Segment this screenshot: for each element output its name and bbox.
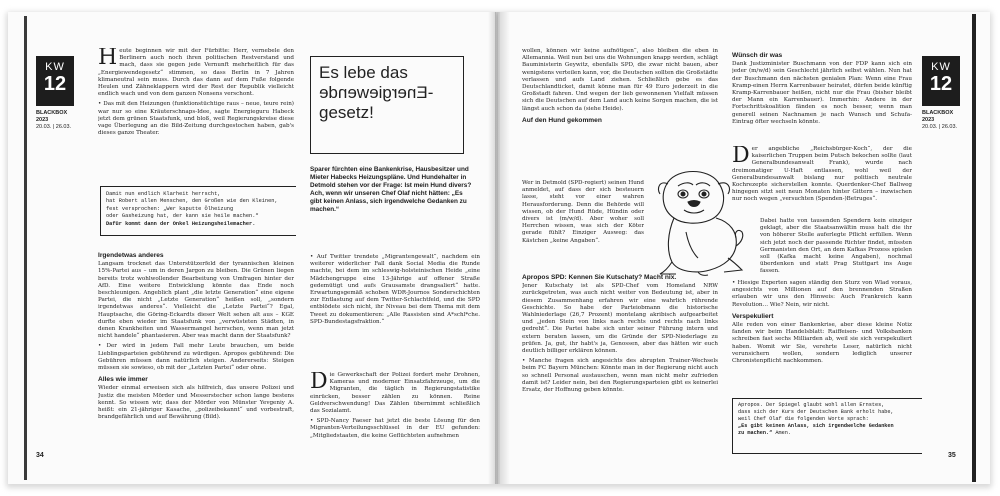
intro-paragraph: Heute beginnen wir mit der Fürbitte: Herr, vernebele den Berlinern auch noch ihren politischen Restverstand und mach, dass sie gegen jede Vernunft mehrheitlich für das „Energiewendegesetz“ stimmen, so dass Berlin in 7 Jahren klimaneutral sein muss. Durch das dann auf dem Fuße folgende Heulen und Zähneklappern wird der Rest der Republik vielleicht endlich wach und von dem ganzen Nonsens verschont. (98, 48, 294, 98)
paragraph: Wieder einmal erweisen sich als hilfreich, das unsere Polizei und Justiz die meisten Mörder und Messerstecher schon lange bestens kennt. So wissen wir, dass der Mörder von Münster Yevgeniy A. heißt: ein 21-jähriger Kasache, „polizeibekannt“ und vorbestraft, brandgefährlich und auf Bewährung (Bild). (98, 385, 294, 421)
kw-badge (922, 56, 960, 106)
kw-label: KW (931, 61, 951, 73)
right-column-bottom (310, 372, 480, 476)
dropcap: H (98, 48, 118, 70)
blackbox-label (922, 110, 957, 131)
headline-line: gesetz! (319, 103, 374, 122)
blackbox-year: 2023 (922, 117, 935, 123)
left-column-bottom (98, 248, 294, 474)
paragraph: Wer in Detmold (SPD-regiert) seinen Hund anmeldet, auf dass der sich besteuern lasse, steht vor einer wahren Herausforderung. Denn die Behörde will wissen, ob der Hund Rüde, Hündin oder divers ist (m/w/d). Aber woher soll Herrchen wissen, was sich der Köter gerade fühlt? Einziger Ausweg: das Kästchen „keine Angaben“. (522, 180, 644, 244)
page-number: 35 (948, 452, 956, 459)
paragraph: • SPD-Nancy Faeser hat jetzt die beste Lösung für den Migranten-Verteilungsschlüssel in der EU gefunden: „Mitgliedstaaten, die keine Geflüchteten aufnehmen (310, 418, 480, 439)
paragraph: Der angebliche „Reichsbürger-Koch“, der die kaiserlichen Truppen beim Putsch bekochen sollte (laut Generalbundesanwalt Frank), wurde nach dreimonatiger U-Haft entlassen, wohl weil der Generalbundesanwalt bislang nur politisch neutrale Kochrezepte sicherstellen konnte. Querdenker-Chef Ballweg hingegen sitzt seit neun Monaten hinter Gittern – inzwischen nur noch wegen „versuchten (Spenden-)Betruges“. (732, 146, 912, 203)
kw-number: 12 (929, 73, 953, 95)
headline-line: Es lebe das (319, 63, 408, 82)
paragraph: Die Gewerkschaft der Polizei fordert mehr Drohnen, Kameras und moderner Einsatzfahrzeuge, um die Migranten, die täglich in Regierungstatistike einrücken, besser zählen zu können. Reine Geldverschwendung! Das Zählen übernimmt schließlich das Sozialamt. (310, 372, 480, 415)
dropcap: D (310, 372, 328, 394)
right-column-mid (310, 254, 480, 368)
paragraph: Alle reden von einer Bankenkrise, aber diese kleine Notiz fanden wir beim Handelsblatt: Raiffeisen- und Volksbanken schreiben fast sechs Milliarden ab, weil sie sich verspekuliert haben. Womit wir Sie, verehrte Leser, natürlich nicht verunsichern wollen, sondern lediglich unserer Chronistenpflicht nachkommen. (732, 322, 912, 365)
blackbox-title: BLACKBOX (36, 110, 68, 116)
paragraph: Jener Kutschaty ist als SPD-Chef vom Homeland NRW zurückgetreten, was auch nicht weiter von Bedeutung ist, aber in diesem Zusammenhang erfahren wir eine wahrlich rührende Geschichte. So habe der Parteiobmann die historische Wahlniederlage (26,7 Prozent) montelang akribisch aufgearbeitet und „jeden Stein von links nach rechts und rechts nach links gedreht“. Die Partei habe sich unter seiner Führung intern und extern beraten lassen, um die Gründe der SPD-Niederlage zu prüfen. Ja, gut, ihr habt's ja, Genossen, aber das hätten wir euch deutlich billiger erklären können. (522, 283, 718, 355)
page-edge (24, 16, 27, 480)
page-edge (972, 14, 976, 482)
headline-box (310, 56, 464, 154)
kw-badge (36, 56, 74, 106)
paragraph: • Das mit den Heizungen (funktionstüchtige raus – neue, teure rein) war nur so eine Kräuterschnaps-Idee, sagte Energieguru Habeck jetzt dem grünen Staatsfunk, und bloß, weil Regierungskreise diese vage Überlegung an die Bild-Zeitung durchgestochen haben, gab's dieses ganze Theater. (98, 101, 294, 137)
paragraph: Dabei hatte von tausenden Spendern kein einziger geklagt, aber die Staatsanwältin muss halt die ihr von höherer Stelle auferlegte Pflicht erfüllen. Wenn sich jetzt noch der passende Richter findet, müssten Germanisten den Ort, an dem Kafkas Prozess spielen soll (Kafka macht keine Angaben), nochmal überdenken und statt Prag Stuttgart ins Auge fassen. (760, 218, 912, 275)
paragraph: wollen, können wir keine aufnötigen“, also bleiben die eben in Allemannia. Weil nun bei uns die Wohnungen knapp werden, schlägt Bauministerin Geywitz, ebenfalls SPD, die zwar nicht bauen, aber wenigstens verteilen kann, vor, die Deutschen sollten die Großstädte verlassen und aufs Land ziehen. Schließlich gebe es das Deutschlandticket, damit könne man für 49 Euro jederzeit in die Großstadt fahren. Und wegen der lieb gewonnenen Vielfalt müssen sich die Deutschen auf dem Land auch keine Sorgen machen, die ist längst auch schon da (siehe Heide). (522, 48, 718, 112)
page-number: 34 (36, 452, 44, 459)
heating-quote-box: Damit nun endlich Klarheit herrscht, hat Robert allen Menschen, den Großen wie den Kleinen, fest versprochen: „Wer kaputte Ölheizung oder Gasheizung hat, der kann sie heile machen.“ Dafür kommt dann der Onkel Heizungsheilemacher. (100, 186, 296, 236)
headline-line: Energiewende- (319, 83, 434, 102)
blackbox-year: 2023 (36, 117, 49, 123)
right-page (498, 12, 990, 484)
blackbox-title: BLACKBOX (922, 110, 954, 116)
right-page-column-a-top (522, 48, 718, 178)
section-heading: Verspekuliert (732, 312, 774, 320)
paragraph: Langsam trocknet das Unterstützerfeld der tyrannischen kleinen 15%-Partei aus – um in deren Jargon zu bleiben. Die Grünen liegen bereits trotz wohlwollender Bearbeitung von Umfragen hinter der AfD. Eine weitere Entwicklung könnte das Ende noch beschleunigen. Angeblich plant „die letzte Generation“ eine eigene Partei, die nicht „Letzte Generation“ heißen soll, „sondern irgendetwas anderes“. Vielleicht die „Letzte Partei“? Egal, Hauptsache, die Göring-Eckardts dieser Welt sehen alt aus – KGE durfte eben wieder im Staatsfunk von „verwüsteten Städten, in denen Krankheiten und Wassermangel herrschen, wenn man jetzt nicht handele“ phantasieren. Aber was macht dann der Staatsfunk? (98, 261, 294, 340)
dropcap: D (732, 146, 750, 168)
dog-article (522, 180, 644, 266)
left-column-top (98, 48, 294, 184)
reichsbuerger-paragraph (732, 146, 912, 216)
paragraph: • Auf Twitter trendete „Migrantengewalt“, nachdem ein weiterer widerlicher Fall dank Social Media die Runde machte, bei dem im schleswig-holsteinischen Heide „eine Mädchengruppe eine 13-Jährige auf offener Straße gedemütigt und aufs Grausamste drangsaliert“ hatte. Erwartungsgemäß schoben WDR-Journos Sonderschichten zur Entlastung auf dem Twitter-Schlachtfeld, und die SPD entblödete sich nicht, ihr Niveau bei dem Thema mit dem Tweet zu dokumentieren: „Alle Rassisten sind A*schl*che. SPD-Bundestagsfraktion.“ (310, 254, 480, 325)
section-heading: Auf den Hund gekommen (522, 116, 602, 124)
section-heading: Irgendetwas anderes (98, 252, 164, 259)
paragraph: Dank Justizminister Buschmann von der FDP kann sich ein jeder (m/w/d) sein Geschlecht jährlich selbst wählen. Nun hat der Buschmann den nächsten genialen Plan: Wenn eine Frau Kramp-einen Herrn Karrenbauer heiratet, dürfen beide künftig Kramp-Karrenbauer heißen, nicht nur die Frau (bisher bleibt der Mann ein Karrenbauer). Immerhin: Andere in der Fortschrittskoalition fänden es noch besser, wenn man generell seinen Nachnamen je nach Wunsch und Schufa-Eintrag öfter wechseln könnte. (732, 61, 912, 125)
kafka-paragraph (760, 218, 912, 278)
kw-number: 12 (43, 73, 67, 95)
right-page-column-b-bottom (732, 280, 912, 400)
apropos-quote-box: Apropos. Der Spiegel glaubt wohl allen Ernstes, dass sich der Kurs der Deutschen Bank erholt habe, weil Chef Olaf die folgenden Worte sprach: „Es gibt keinen Anlass, sich irgendwelche Gedanken zu machen.“ Amen. (732, 398, 922, 454)
blackbox-dates: 20.03. | 26.03. (922, 124, 958, 130)
kw-label: KW (45, 61, 65, 73)
paragraph: • Der wird in jedem Fall mehr Leute brauchen, um beide Lieblingsparteien gebührend zu würdigen. Apropos gebührend: Die Gebühren müssen dann natürlich steigen. Andererseits: Steigen müssen sie sowieso, ob mit der „Letzten Partei“ oder ohne. (98, 343, 294, 372)
blackbox-label (36, 110, 71, 131)
section-heading: Apropos SPD: Kennen Sie Kutschaty? Macht nix. (522, 274, 677, 281)
left-page (8, 12, 496, 484)
right-page-column-a-bottom (522, 270, 718, 476)
section-heading: Alles wie immer (98, 376, 148, 384)
mirrored-word: Energiewende (319, 83, 428, 102)
right-page-column-b-top (732, 48, 912, 144)
teaser-text: Sparer fürchten eine Bankenkrise, Hausbesitzer und Mieter Habecks Heizungspläne. Und Hundehalter in Detmold stehen vor der Frage: Ist mein Hund divers? Ach, wenn wir unseren Chef Olaf nicht hätten: „Es gibt keinen Anlass, sich irgendwelche Gedanken zu machen.“ (310, 166, 472, 213)
section-heading: Wünsch dir was (732, 52, 783, 59)
paragraph: • Manche fragen sich angesichts des abrupten Trainer-Wechsels beim FC Bayern München: Könnte man in der Regierung nicht auch so schnell Personal austauschen, wenn man nicht mehr zufrieden damit ist? Leider nein, bei den Regierungsparteien gibt es keinerlei Ersatz, der Hoffnung geben könnte. (522, 358, 718, 394)
blackbox-dates: 20.03. | 26.03. (36, 124, 72, 130)
paragraph: • Hiesige Experten sagen ständig den Sturz von Wlad voraus, angesichts von Millionen auf den brennenden Straßen erlauben wir uns den Hinweis: Auch Frankreich kann Revolution… Wie? Nein, wir nicht. (732, 280, 912, 308)
